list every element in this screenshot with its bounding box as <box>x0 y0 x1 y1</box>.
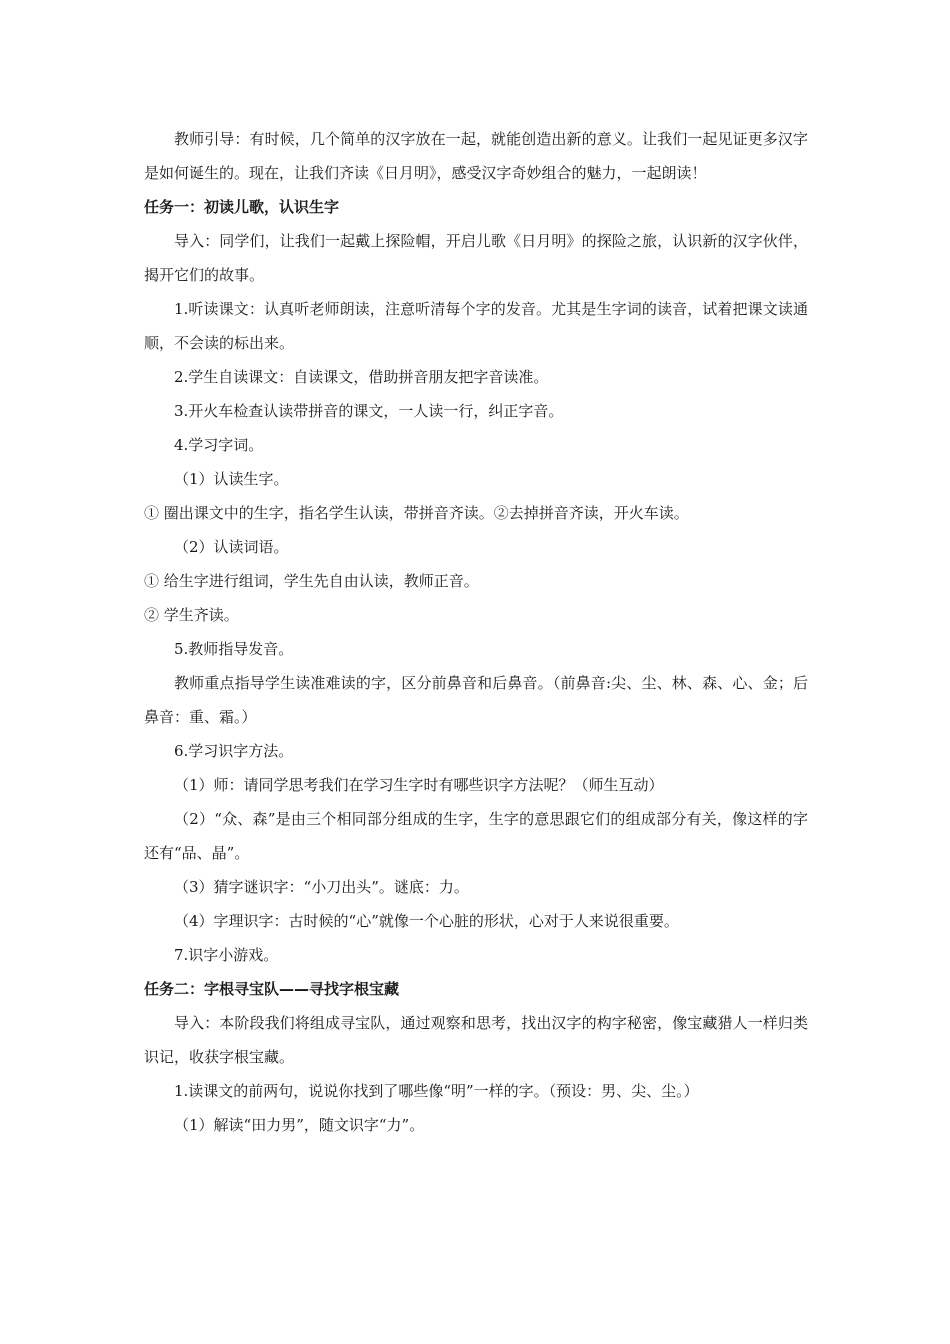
task2-step-1-1: （1）解读“田力男”，随文识字“力”。 <box>174 1116 425 1134</box>
step-7: 7.识字小游戏。 <box>174 946 279 964</box>
step-4-2-detail-a: ① 给生字进行组词，学生先自由认读，教师正音。 <box>144 572 479 590</box>
step-6-3: （3）猜字谜识字：“小刀出头”。谜底：力。 <box>174 878 469 896</box>
task1-heading: 任务一：初读儿歌，认识生字 <box>144 198 340 216</box>
step-4-1: （1）认读生字。 <box>174 470 289 488</box>
task2-heading: 任务二：字根寻宝队——寻找字根宝藏 <box>144 980 400 998</box>
step-4-1-detail: ① 圈出课文中的生字，指名学生认读，带拼音齐读。②去掉拼音齐读，开火车读。 <box>144 504 689 522</box>
task1-lead: 导入：同学们，让我们一起戴上探险帽，开启儿歌《日月明》的探险之旅，认识新的汉字伙伴，揭开它们的故事。 <box>144 232 808 284</box>
step-4-2: （2）认读词语。 <box>174 538 289 556</box>
step-3: 3.开火车检查认读带拼音的课文，一人读一行，纠正字音。 <box>174 402 564 420</box>
task2-step-1: 1.读课文的前两句，说说你找到了哪些像“明”一样的字。（预设：男、尖、尘。） <box>174 1082 699 1100</box>
step-4: 4.学习字词。 <box>174 436 264 454</box>
document-body <box>144 122 808 1142</box>
step-1: 1.听读课文：认真听老师朗读，注意听清每个字的发音。尤其是生字词的读音，试着把课文读通顺，不会读的标出来。 <box>144 300 808 352</box>
step-5: 5.教师指导发音。 <box>174 640 294 658</box>
step-6-2: （2）“众、森”是由三个相同部分组成的生字，生字的意思跟它们的组成部分有关，像这样的字还有“品、晶”。 <box>144 810 808 862</box>
intro-paragraph: 教师引导：有时候，几个简单的汉字放在一起，就能创造出新的意义。让我们一起见证更多汉字是如何诞生的。现在，让我们齐读《日月明》，感受汉字奇妙组合的魅力，一起朗读！ <box>144 130 808 182</box>
step-2: 2.学生自读课文：自读课文，借助拼音朋友把字音读准。 <box>174 368 549 386</box>
task2-lead: 导入：本阶段我们将组成寻宝队，通过观察和思考，找出汉字的构字秘密，像宝藏猎人一样归类识记，收获字根宝藏。 <box>144 1014 808 1066</box>
step-6: 6.学习识字方法。 <box>174 742 294 760</box>
step-4-2-detail-b: ② 学生齐读。 <box>144 606 239 624</box>
step-6-1: （1）师：请同学思考我们在学习生字时有哪些识字方法呢？（师生互动） <box>174 776 664 794</box>
step-5-text: 教师重点指导学生读准难读的字，区分前鼻音和后鼻音。（前鼻音:尖、尘、林、森、心、金；后鼻音：重、霜。） <box>144 674 808 726</box>
step-6-4: （4）字理识字：古时候的“心”就像一个心脏的形状，心对于人来说很重要。 <box>174 912 679 930</box>
